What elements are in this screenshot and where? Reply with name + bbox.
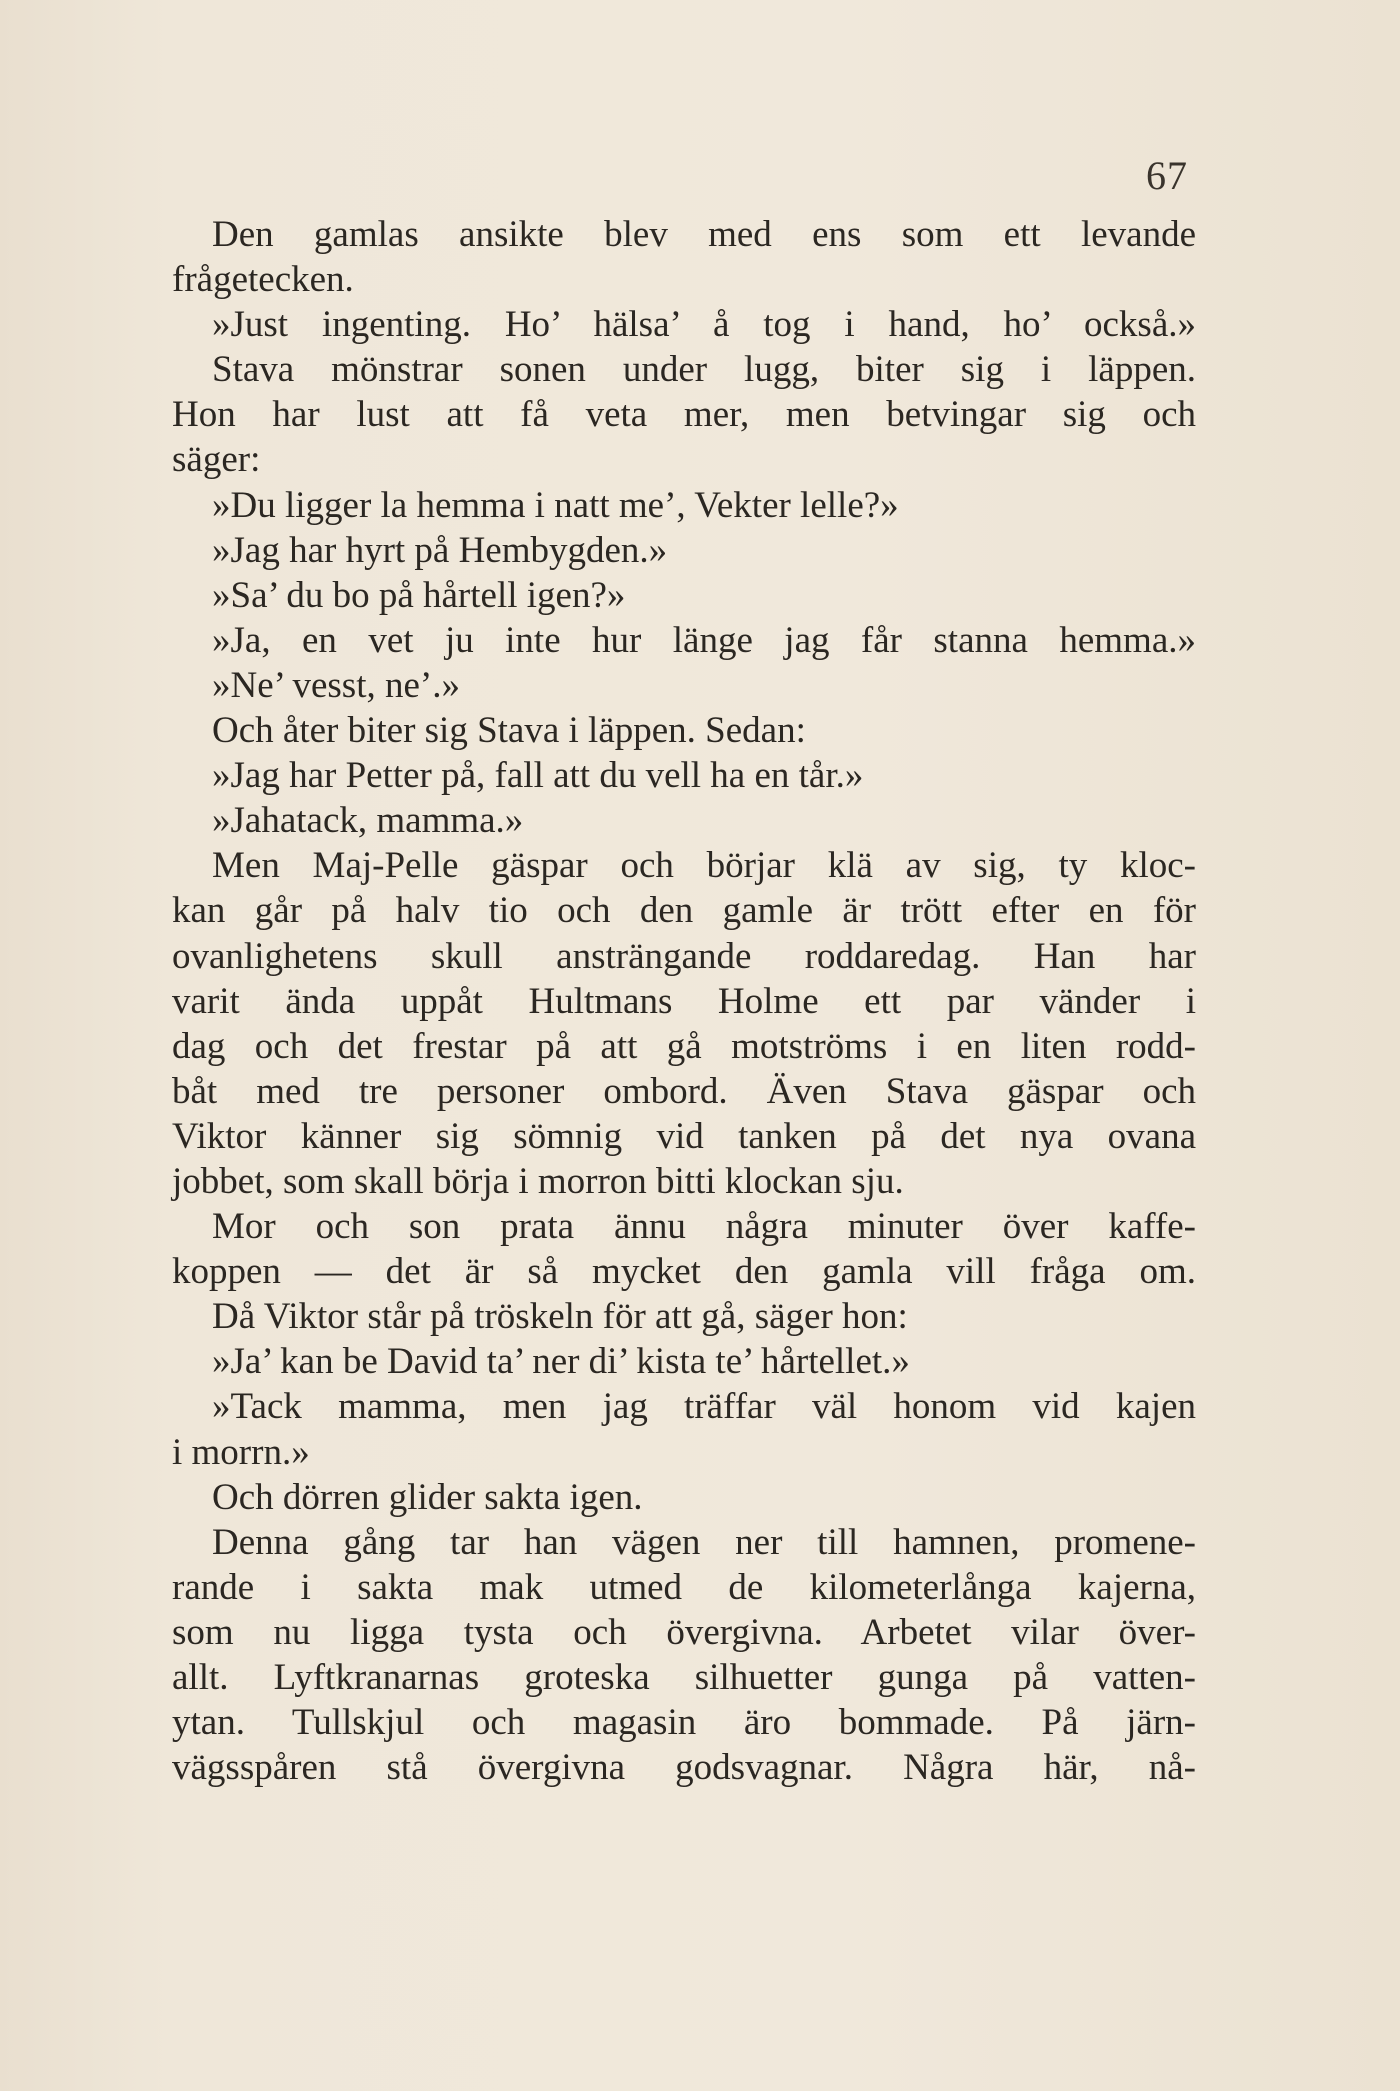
text-line: frågetecken. bbox=[172, 259, 354, 301]
text-line: Hon har lust att få veta mer, men betvingar sig och bbox=[172, 394, 1196, 436]
text-line: Denna gång tar han vägen ner till hamnen, promene- bbox=[212, 1521, 1196, 1563]
text-line: »Ja, en vet ju inte hur länge jag får stanna hemma.» bbox=[212, 619, 1196, 661]
text-line: ytan. Tullskjul och magasin äro bommade. På järn- bbox=[172, 1702, 1196, 1744]
text-line: »Tack mamma, men jag träffar väl honom vid kajen bbox=[212, 1386, 1196, 1428]
text-line: båt med tre personer ombord. Även Stava gäspar och bbox=[172, 1070, 1196, 1112]
text-line: rande i sakta mak utmed de kilometerlånga kajerna, bbox=[172, 1566, 1196, 1608]
text-line: »Jag har hyrt på Hembygden.» bbox=[212, 529, 668, 571]
text-line: Och dörren glider sakta igen. bbox=[212, 1476, 643, 1518]
page-number: 67 bbox=[1146, 153, 1188, 198]
text-line: allt. Lyftkranarnas groteska silhuetter gunga på vatten- bbox=[172, 1657, 1196, 1698]
text-line: kan går på halv tio och den gamle är trött efter en för bbox=[172, 890, 1196, 932]
text-line: ovanlighetens skull ansträngande roddaredag. Han har bbox=[172, 935, 1196, 977]
text-line: säger: bbox=[172, 439, 261, 481]
text-line: som nu ligga tysta och övergivna. Arbetet vilar över- bbox=[172, 1611, 1196, 1653]
text-line: Men Maj-Pelle gäspar och börjar klä av sig, ty kloc- bbox=[212, 845, 1196, 887]
text-line: Och åter biter sig Stava i läppen. Sedan: bbox=[212, 710, 806, 752]
body-text bbox=[172, 212, 1196, 1790]
text-line: vägsspåren stå övergivna godsvagnar. Några här, nå- bbox=[172, 1747, 1196, 1789]
text-line: Då Viktor står på tröskeln för att gå, säger hon: bbox=[212, 1296, 908, 1338]
text-line: »Ne’ vesst, ne’.» bbox=[212, 664, 460, 706]
text-line: »Sa’ du bo på hårtell igen?» bbox=[212, 574, 626, 616]
text-line: »Du ligger la hemma i natt me’, Vekter lelle?» bbox=[212, 484, 899, 526]
text-line: Den gamlas ansikte blev med ens som ett levande bbox=[212, 214, 1196, 255]
text-line: i morrn.» bbox=[172, 1431, 310, 1473]
text-line: Mor och son prata ännu några minuter över kaffe- bbox=[212, 1206, 1196, 1248]
text-line: jobbet, som skall börja i morron bitti klockan sju. bbox=[172, 1160, 904, 1202]
text-line: dag och det frestar på att gå motströms i en liten rodd- bbox=[172, 1025, 1196, 1067]
text-line: »Ja’ kan be David ta’ ner di’ kista te’ hårtellet.» bbox=[212, 1341, 910, 1383]
text-line: »Jag har Petter på, fall att du vell ha en tår.» bbox=[212, 755, 864, 797]
text-line: »Just ingenting. Ho’ hälsa’ å tog i hand, ho’ också.» bbox=[212, 304, 1196, 346]
text-line: koppen — det är så mycket den gamla vill fråga om. bbox=[172, 1251, 1196, 1293]
text-line: »Jahatack, mamma.» bbox=[212, 800, 524, 842]
text-line: varit ända uppåt Hultmans Holme ett par vänder i bbox=[172, 980, 1196, 1022]
text-line: Viktor känner sig sömnig vid tanken på det nya ovana bbox=[172, 1115, 1196, 1157]
text-line: Stava mönstrar sonen under lugg, biter sig i läppen. bbox=[212, 349, 1196, 391]
